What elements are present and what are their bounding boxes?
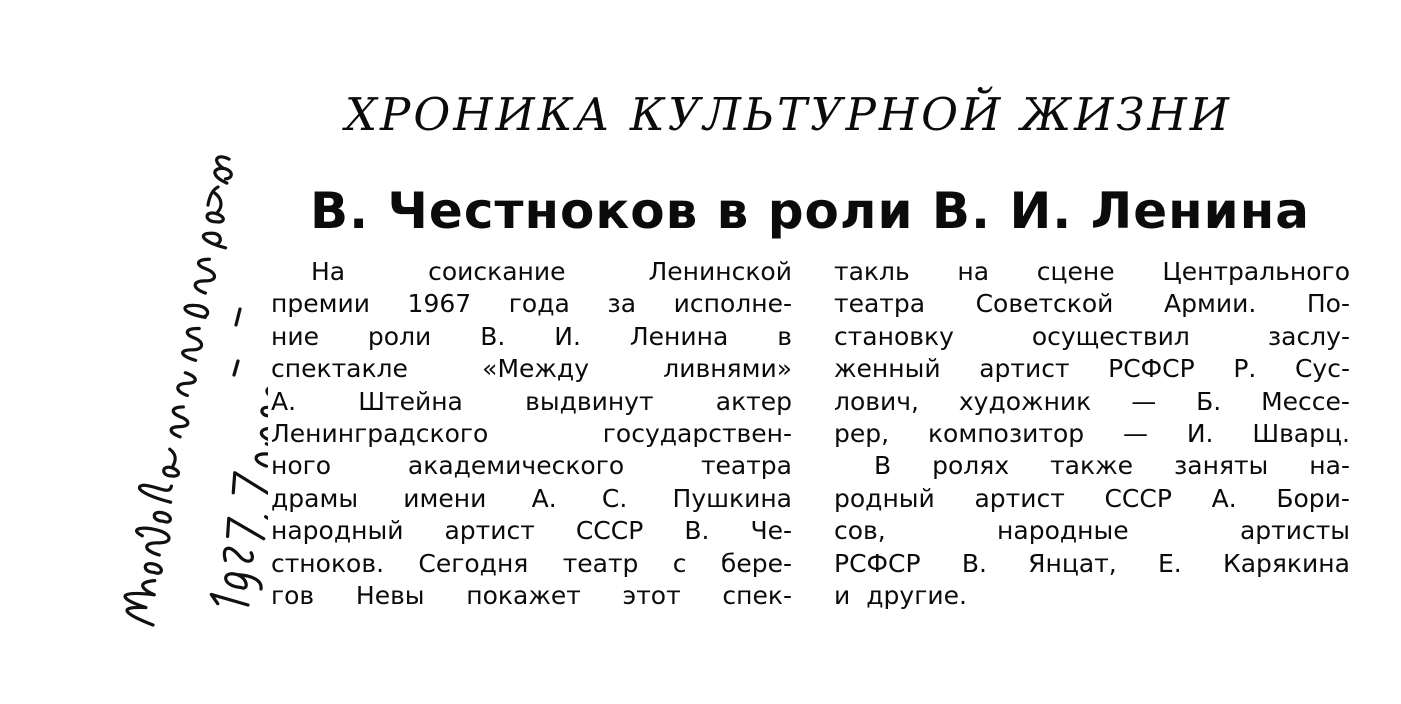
article-word: осуществил (1031, 321, 1190, 351)
article-line (834, 256, 1350, 288)
article-word: Карякина (1222, 548, 1350, 578)
article-word: рер, (834, 418, 890, 448)
article-word: исполне- (673, 289, 792, 319)
article-word: родный (834, 483, 935, 513)
article-word: артист (974, 483, 1065, 513)
article-word: сцене (1036, 257, 1115, 286)
article-line (834, 353, 1350, 385)
article-word: Сегодня (418, 548, 529, 578)
article-word: 1967 (407, 289, 472, 319)
article-word: А. (1211, 483, 1237, 513)
article-word: роли (367, 321, 432, 351)
article-word: В. (961, 548, 987, 578)
article-line (834, 580, 1350, 612)
article-line (271, 321, 792, 353)
article-line (271, 450, 792, 482)
article-word: «Между (482, 354, 590, 384)
article-line (271, 580, 792, 612)
article-word: Центрального (1162, 257, 1350, 286)
article-word: На (311, 257, 346, 286)
article-column-left (271, 256, 792, 612)
article-word: И. (1186, 418, 1214, 448)
article-word: Б. (1196, 386, 1222, 416)
article-word: лович, (834, 386, 919, 416)
article-word: В. (684, 516, 710, 546)
article-line (834, 483, 1350, 515)
article-word: артисты (1239, 516, 1350, 546)
article-word: года (508, 289, 570, 319)
article-line (271, 353, 792, 385)
article-word: РСФСР (1108, 354, 1195, 384)
handwritten-line-2 (210, 362, 268, 612)
article-word: ние (271, 321, 319, 351)
article-word: А. (531, 483, 557, 513)
article-word: СССР (1104, 483, 1172, 513)
article-word: с (672, 548, 687, 578)
article-word: Советской (975, 289, 1114, 319)
article-word: также (1050, 451, 1133, 481)
article-word: соискание (428, 257, 566, 286)
article-word: заняты (1173, 451, 1269, 481)
article-word: актер (715, 386, 792, 416)
article-word: СССР (575, 516, 644, 546)
article-line (271, 256, 792, 288)
article-line (271, 483, 792, 515)
article-word: А. (271, 386, 297, 416)
handwritten-line-1 (116, 153, 241, 626)
article-word: стноков. (271, 548, 385, 578)
article-word: ливнями» (663, 354, 792, 384)
article-word: Р. (1233, 354, 1257, 384)
article-line (271, 418, 792, 450)
article-word: драмы (271, 483, 359, 513)
article-word: И. (554, 321, 581, 351)
article-word: В. (480, 321, 506, 351)
article-word: в (777, 321, 792, 351)
article-line (271, 548, 792, 580)
article-word: С. (601, 483, 628, 513)
article-line (834, 386, 1350, 418)
handwritten-note (58, 85, 268, 645)
article-word: ного (271, 451, 332, 481)
article-word: на (957, 257, 990, 286)
article-line (271, 288, 792, 320)
article-word: государствен- (602, 418, 792, 448)
article-word: на- (1309, 451, 1350, 481)
article-word: композитор (927, 418, 1085, 448)
article-word: выдвинут (525, 386, 654, 416)
article-line (271, 386, 792, 418)
article-word: имени (403, 483, 487, 513)
article-word: ролях (932, 451, 1010, 481)
article-word: академического (407, 451, 625, 481)
article-word: театра (700, 451, 792, 481)
article-line (834, 515, 1350, 547)
article-line (834, 288, 1350, 320)
article-word: этот (622, 580, 681, 610)
article-column-right (834, 256, 1350, 612)
article-word: Пушкина (672, 483, 792, 513)
article-word: народные (997, 516, 1129, 546)
article-word: В (874, 451, 892, 481)
article-word: Ленина (629, 321, 729, 351)
article-word: — (1122, 418, 1148, 448)
article-headline: В. Честноков в роли В. И. Ленина (310, 182, 1310, 240)
article-word: Мессе- (1261, 386, 1350, 416)
article-word: покажет (466, 580, 581, 610)
article-word: Армии. (1164, 289, 1257, 319)
article-word: Штейна (358, 386, 463, 416)
article-word: Невы (355, 580, 425, 610)
article-word: становку (834, 321, 954, 351)
article-word: народный (271, 516, 404, 546)
article-word: — (1131, 386, 1157, 416)
article-word: Шварц. (1252, 418, 1350, 448)
article-word: спек- (722, 580, 792, 610)
article-word: Е. (1157, 548, 1182, 578)
article-word: Янцат, (1028, 548, 1117, 578)
article-word: театр (562, 548, 639, 578)
article-word: и (834, 580, 851, 610)
article-word: Ленинградского (271, 418, 489, 448)
article-word: Сус- (1294, 354, 1350, 384)
article-word: женный (834, 354, 941, 384)
article-line (834, 450, 1350, 482)
article-word: По- (1306, 289, 1350, 319)
article-line (834, 548, 1350, 580)
article-word: заслу- (1267, 321, 1350, 351)
article-word: премии (271, 289, 370, 319)
article-word: театра (834, 289, 926, 319)
article-word: гов (271, 580, 315, 610)
article-word: Бори- (1276, 483, 1350, 513)
section-rubric: ХРОНИКА КУЛЬТУРНОЙ ЖИЗНИ (345, 88, 1232, 141)
article-word: РСФСР (834, 548, 921, 578)
article-word: сов, (834, 516, 886, 546)
article-word: такль (834, 257, 910, 286)
article-word: Ленинской (648, 257, 792, 286)
article-word: спектакле (271, 354, 408, 384)
article-line (834, 321, 1350, 353)
article-word: артист (979, 354, 1070, 384)
article-line (271, 515, 792, 547)
article-word: артист (444, 516, 535, 546)
article-line (834, 418, 1350, 450)
article-word: другие. (866, 580, 967, 610)
article-word: бере- (720, 548, 792, 578)
article-word: Че- (750, 516, 792, 546)
article-word: художник (958, 386, 1092, 416)
article-word: за (607, 289, 637, 319)
